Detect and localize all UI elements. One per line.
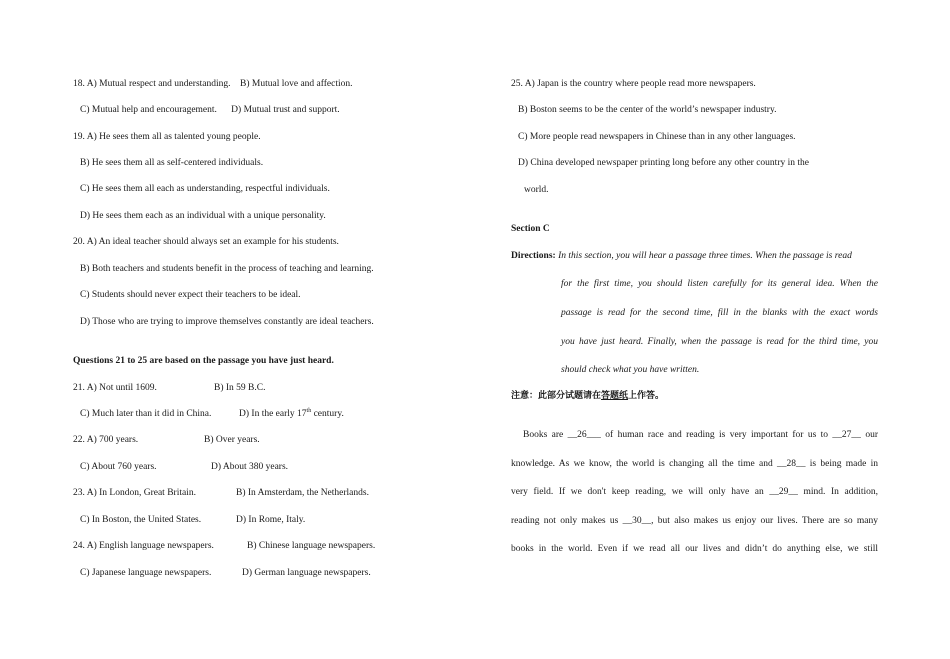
q18-option-b: B) Mutual love and affection. (240, 79, 353, 89)
q24-option-d: D) German language newspapers. (242, 568, 371, 578)
q19-option-b: B) He sees them all as self-centered individuals. (80, 158, 264, 168)
directions-text-1: In this section, you will hear a passage three times. When the passage is read (558, 251, 852, 261)
q21-option-c: C) Much later than it did in China. (80, 409, 212, 419)
q25-option-b: B) Boston seems to be the center of the world’s newspaper industry. (518, 105, 777, 115)
q19-option-c: C) He sees them all each as understanding, respectful individuals. (80, 184, 330, 194)
section-c-title: Section C (511, 224, 550, 234)
passage-line-3: very field. If we don't keep reading, we will only have an __29__ mind. In addition, (511, 487, 878, 497)
q22-option-a: 22. A) 700 years. (73, 435, 139, 445)
q25-option-a: 25. A) Japan is the country where people read more newspapers. (511, 79, 756, 89)
q25-option-d-cont: world. (524, 185, 549, 195)
directions-line1 (511, 250, 852, 262)
directions-text-2: for the first time, you should listen carefully for its general idea. When the (561, 279, 878, 289)
answer-sheet-note: 注意：此部分试题请在答题纸上作答。 (511, 391, 665, 401)
q23-option-d: D) In Rome, Italy. (236, 515, 306, 525)
question-21-row1 (73, 382, 265, 394)
q25-option-c: C) More people read newspapers in Chinese than in any other languages. (518, 132, 796, 142)
q19-option-a: 19. A) He sees them all as talented young people. (73, 132, 261, 142)
q22-option-b: B) Over years. (204, 435, 260, 445)
question-18-row1 (73, 78, 353, 90)
q20-option-a: 20. A) An ideal teacher should always set an example for his students. (73, 237, 339, 247)
q24-option-b: B) Chinese language newspapers. (247, 541, 376, 551)
question-24-row2 (73, 567, 371, 579)
question-23-row2 (73, 514, 305, 526)
directions-text-3: passage is read for the second time, fill in the blanks with the exact words (561, 308, 878, 318)
question-21-row2 (73, 408, 344, 420)
q21-option-d: D) In the early 17th century. (239, 407, 344, 419)
directions-label: Directions: (511, 251, 556, 261)
q20-option-c: C) Students should never expect their teachers to be ideal. (80, 290, 301, 300)
q19-option-d: D) He sees them each as an individual with a unique personality. (80, 211, 326, 221)
question-22-row1 (73, 434, 260, 446)
q24-option-a: 24. A) English language newspapers. (73, 541, 214, 551)
q22-option-c: C) About 760 years. (80, 462, 157, 472)
q25-option-d: D) China developed newspaper printing long before any other country in the (518, 158, 809, 168)
q23-option-a: 23. A) In London, Great Britain. (73, 488, 196, 498)
q21-option-b: B) In 59 B.C. (214, 383, 266, 393)
q18-option-d: D) Mutual trust and support. (231, 105, 340, 115)
q23-option-b: B) In Amsterdam, the Netherlands. (236, 488, 369, 498)
question-24-row1 (73, 540, 375, 552)
passage-line-4: reading not only makes us __30__, but also makes us enjoy our lives. There are so many (511, 516, 878, 526)
q18-option-c: C) Mutual help and encouragement. (80, 105, 217, 115)
passage-heading: Questions 21 to 25 are based on the passage you have just heard. (73, 356, 334, 366)
passage-line-2: knowledge. As we know, the world is changing all the time and __28__ is being made in (511, 459, 878, 469)
q20-option-b: B) Both teachers and students benefit in the process of teaching and learning. (80, 264, 374, 274)
q22-option-d: D) About 380 years. (211, 462, 289, 472)
q23-option-c: C) In Boston, the United States. (80, 515, 202, 525)
q20-option-d: D) Those who are trying to improve themselves constantly are ideal teachers. (80, 317, 374, 327)
question-23-row1 (73, 487, 369, 499)
q21-option-a: 21. A) Not until 1609. (73, 383, 157, 393)
q18-option-a: 18. A) Mutual respect and understanding. (73, 79, 231, 89)
question-18-row2 (73, 104, 340, 116)
q24-option-c: C) Japanese language newspapers. (80, 568, 212, 578)
directions-text-5: should check what you have written. (561, 365, 700, 375)
passage-line-1: Books are __26___ of human race and reading is very important for us to __27__ our (523, 430, 878, 440)
question-22-row2 (73, 461, 288, 473)
directions-text-4: you have just heard. Finally, when the passage is read for the third time, you (561, 337, 878, 347)
passage-line-5: books in the world. Even if we read all our lives and didn’t do anything else, we still (511, 544, 878, 554)
